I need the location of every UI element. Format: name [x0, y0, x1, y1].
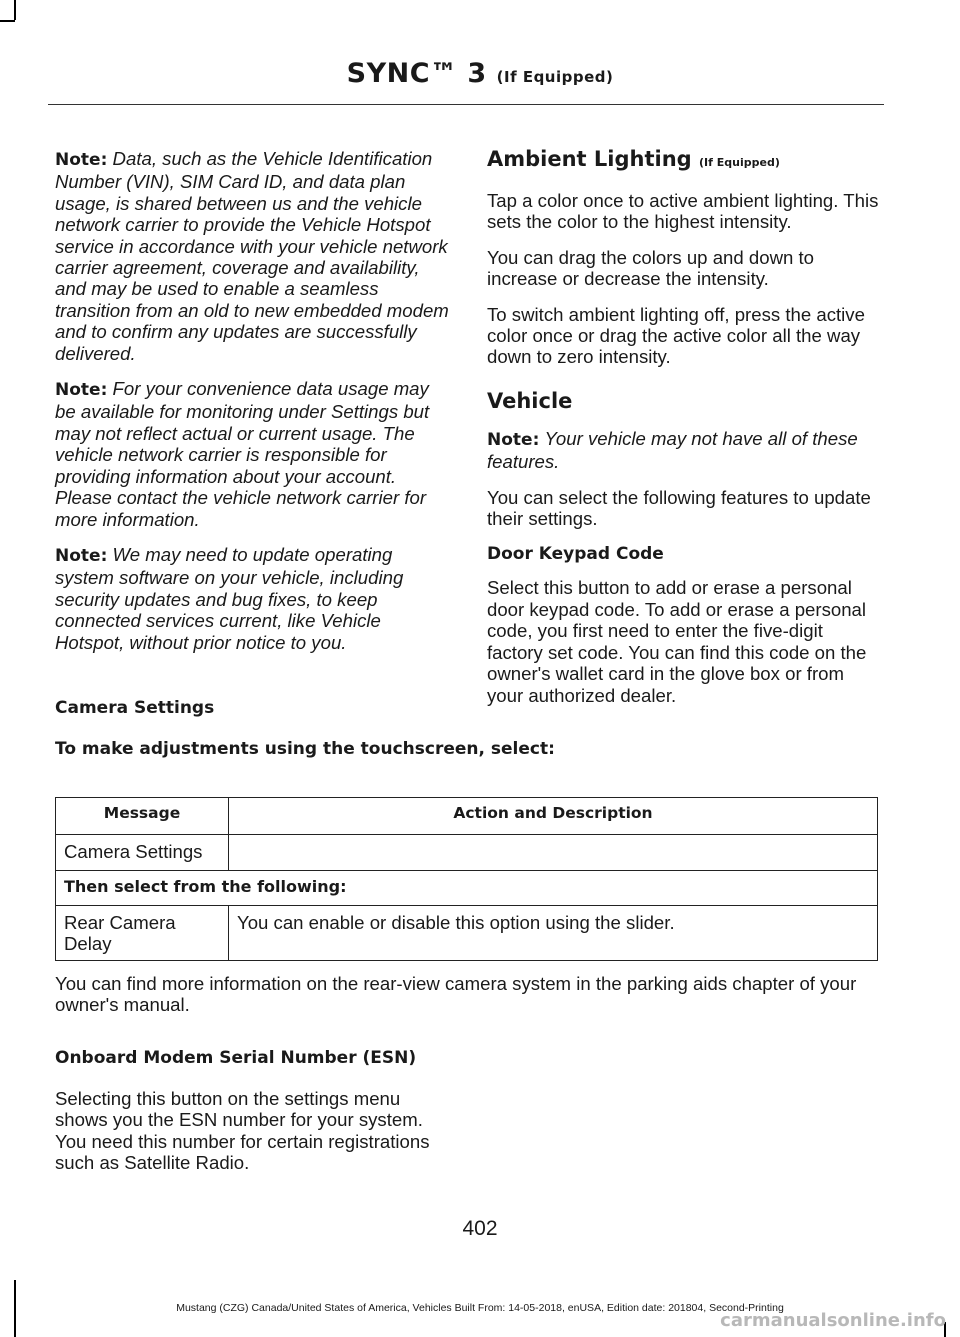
crop-mark-top-left-h	[0, 20, 15, 22]
door-keypad-paragraph: Select this button to add or erase a personal door keypad code. To add or erase a personal code, you first need to enter the five-digit factory set code. You can find this code on the owner's wallet card in the glove box or from your authorized dealer.	[487, 577, 867, 706]
table-cell	[229, 835, 878, 871]
ambient-paragraph-2: You can drag the colors up and down to increase or decrease the intensity.	[487, 246, 815, 290]
page-footer: Mustang (CZG) Canada/United States of America, Vehicles Built From: 14-05-2018, enUSA, Edition date: 201804, Second-Printing	[176, 1302, 784, 1314]
onboard-modem-section	[55, 1047, 880, 1069]
table-row	[56, 871, 878, 906]
crop-mark-top-left-v	[14, 0, 16, 20]
camera-after-paragraph: You can find more information on the rear-view camera system in the parking aids chapter of your owner's manual.	[55, 973, 857, 1016]
table-header-row	[56, 798, 878, 835]
ambient-lighting-heading: Ambient Lighting (If Equipped)	[487, 147, 780, 171]
note-paragraph: Note: For your convenience data usage may be available for monitoring under Settings but may not reflect actual or current usage. The vehicle network carrier is responsible for providing information about your account. Please contact the vehicle network carrier for more information.	[55, 378, 430, 530]
page-header-title: SYNC™ 3 (If Equipped)	[346, 58, 614, 89]
left-column	[55, 148, 450, 667]
table-cell: You can enable or disable this option using the slider.	[229, 906, 878, 961]
vehicle-heading: Vehicle	[487, 388, 573, 413]
table-row	[56, 835, 878, 871]
table-subheading: Then select from the following:	[56, 871, 878, 906]
vehicle-note: Note: Your vehicle may not have all of these features.	[487, 427, 858, 473]
right-column	[487, 146, 882, 720]
ambient-paragraph-1: Tap a color once to active ambient lighting. This sets the color to the highest intensity.	[487, 190, 879, 233]
table-cell: Camera Settings	[56, 835, 229, 871]
table-header-cell: Action and Description	[229, 798, 878, 835]
note-paragraph: Note: Data, such as the Vehicle Identification Number (VIN), SIM Card ID, and data plan usage, is shared between us and the vehicle network carrier to provide the Vehicle Hotspot service in accordance with your vehicle network carrier agreement, coverage and availability, and may be used to enable a seamless transition from an old to new embedded modem and to confirm any updates are successfully delivered.	[55, 148, 449, 364]
camera-settings-heading: Camera Settings	[55, 698, 215, 718]
table-row	[56, 906, 878, 961]
door-keypad-heading: Door Keypad Code	[487, 544, 664, 565]
note-paragraph: Note: We may need to update operating system software on your vehicle, including security updates and bug fixes, to keep connected services current, like Vehicle Hotspot, without prior notice to you.	[55, 543, 404, 653]
camera-settings-table	[55, 797, 878, 961]
onboard-modem-heading: Onboard Modem Serial Number (ESN)	[55, 1048, 417, 1068]
header-rule	[48, 104, 884, 105]
watermark: carmanualsonline.info	[720, 1310, 946, 1331]
onboard-modem-paragraph: Selecting this button on the settings menu shows you the ESN number for your system. You need this number for certain registrations such as Satellite Radio.	[55, 1088, 430, 1174]
vehicle-paragraph: You can select the following features to update their settings.	[487, 486, 871, 530]
table-cell: Rear Camera Delay	[56, 906, 229, 961]
table-header-cell: Message	[56, 798, 229, 835]
camera-settings-section	[55, 697, 880, 719]
page-number: 402	[462, 1217, 498, 1240]
ambient-paragraph-3: To switch ambient lighting off, press the active color once or drag the active color all the way down to zero intensity.	[487, 303, 865, 368]
camera-intro: To make adjustments using the touchscreen, select:	[55, 739, 555, 759]
